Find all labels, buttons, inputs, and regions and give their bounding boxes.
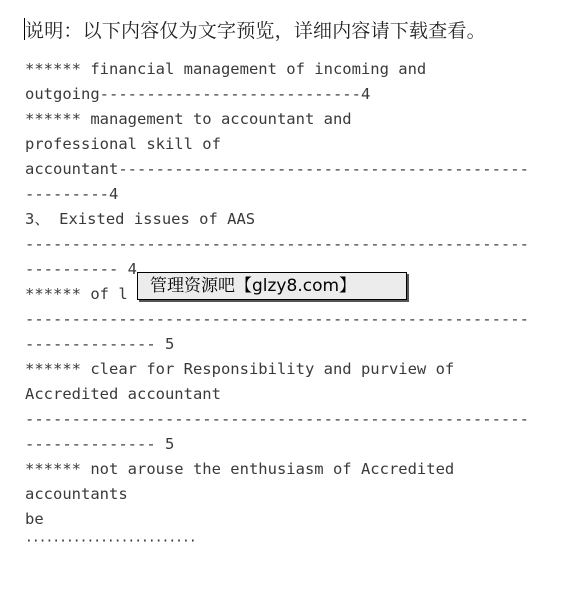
toc-line: ****** not arouse the enthusiasm of Accredited: [25, 460, 455, 478]
toc-line: 3、 Existed issues of AAS: [25, 210, 256, 228]
toc-line: accountant--------------------------------------------: [25, 160, 529, 178]
toc-line: Accredited accountant: [25, 385, 221, 403]
toc-line: ****** financial management of incoming and: [25, 60, 427, 78]
preview-notice: 说明：以下内容仅为文字预览，详细内容请下载查看。: [25, 20, 486, 42]
toc-line: ****** of l: [25, 285, 128, 303]
truncation-ellipsis: ·························: [25, 534, 196, 549]
toc-line: -------------- 5: [25, 335, 175, 353]
toc-line: -------------- 5: [25, 435, 175, 453]
toc-line: ---------- 4: [25, 260, 137, 278]
toc-line: outgoing----------------------------4: [25, 85, 371, 103]
toc-line: accountants: [25, 485, 128, 503]
toc-line: professional skill of: [25, 135, 221, 153]
toc-line: ------------------------------------------------------: [25, 310, 529, 328]
toc-line: ****** management to accountant and: [25, 110, 352, 128]
document-body: [25, 57, 560, 557]
toc-line: ------------------------------------------------------: [25, 410, 529, 428]
toc-line: ---------4: [25, 185, 119, 203]
toc-line: ------------------------------------------------------: [25, 235, 529, 253]
toc-line: ****** clear for Responsibility and purview of: [25, 360, 455, 378]
watermark-label: 管理资源吧【glzy8.com】: [137, 272, 407, 300]
toc-line: be: [25, 510, 44, 528]
